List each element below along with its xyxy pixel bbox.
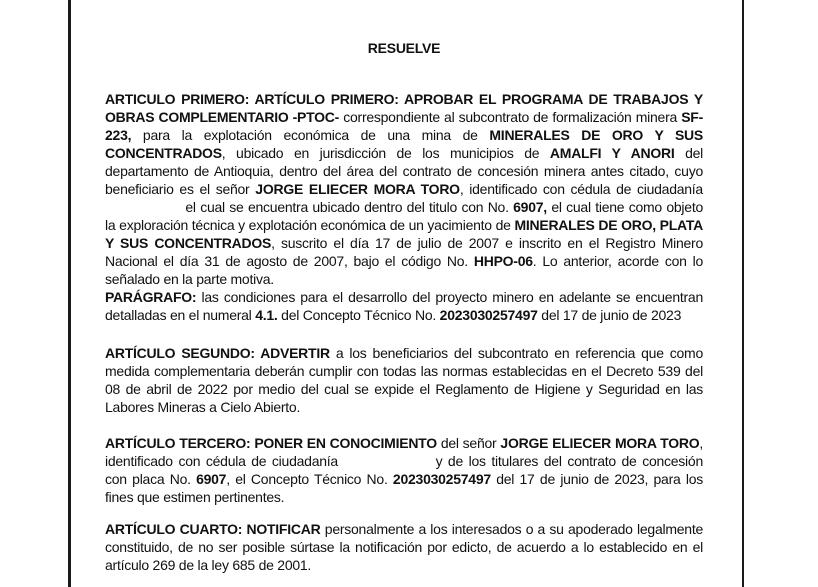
mineral-type: MINERALES DE ORO Y SUS CONCENTRADOS — [105, 127, 703, 161]
article-segundo-text: a los beneficiarios del subcontrato en referencia que como medida complementaria deberán cumplir con todas las normas establecidas en el Decreto 539 del 08 de abril de 2022 por medio del cual se expide el Reglamento de Higiene y Seguridad en las Labores Mineras a Cielo Abierto. — [105, 345, 703, 415]
article-tercero-text: , identificado con cédula de ciudadanía — [105, 435, 703, 469]
paragrafo-text: del Concepto Técnico No. — [277, 307, 440, 323]
article-primero-text: , suscrito el día 17 de julio de 2007 e inscrito en el Registro Minero Nacional el día 31 de agosto de 2007, bajo el código No. — [105, 235, 703, 269]
article-primero-text: para la explotación económica de una mina de — [131, 127, 490, 143]
deposit-minerals: MINERALES DE ORO, PLATA Y SUS CONCENTRADOS — [105, 217, 703, 251]
paragrafo — [105, 288, 703, 324]
article-primero-text: . Lo anterior, acorde con lo señalado en la parte motiva. — [105, 253, 703, 287]
page-right-border — [742, 0, 744, 587]
beneficiary-name: JORGE ELIECER MORA TORO — [255, 181, 460, 197]
paragrafo-text: las condiciones para el desarrollo del proyecto minero en adelante se encuentran detalladas en el numeral — [105, 289, 703, 323]
municipalities: AMALFI Y ANORI — [549, 145, 675, 161]
article-primero-text: , ubicado en jurisdicción de los municipios de — [221, 145, 550, 161]
article-primero-text: el cual tiene como objeto la exploración técnica y explotación económica de un yacimiento de — [105, 199, 704, 233]
article-tercero-text: y de los titulares del contrato de concesión con placa No. — [105, 453, 703, 487]
article-tercero-label: ARTÍCULO TERCERO: PONER EN CONOCIMIENTO — [105, 435, 437, 451]
concepto-number: 2023030257497 — [439, 307, 538, 323]
resolution-heading: RESUELVE — [367, 40, 441, 56]
article-primero-label: ARTICULO PRIMERO: ARTÍCULO PRIMERO: APROBAR EL PROGRAMA DE TRABAJOS Y OBRAS COMPLEMENTARIO -PTOC- — [105, 91, 703, 125]
article-tercero — [105, 434, 703, 506]
subcontract-code: SF-223, — [105, 109, 704, 143]
concepto-number: 2023030257497 — [392, 471, 491, 487]
placa-number: 6907 — [196, 471, 227, 487]
article-segundo-label: ARTÍCULO SEGUNDO: ADVERTIR — [105, 345, 330, 361]
paragrafo-text: del 17 de junio de 2023 — [537, 307, 682, 323]
registry-code: HHPO-06 — [473, 253, 533, 269]
article-primero-text: correspondiente al subcontrato de formalización minera — [339, 109, 682, 125]
article-tercero-text: , el Concepto Técnico No. — [226, 471, 393, 487]
article-primero-text: del departamento de Antioquia, dentro del área del contrato de concesión minera antes citado, cuyo beneficiario es el señor — [105, 145, 704, 197]
article-cuarto — [105, 520, 703, 574]
article-tercero-text: del 17 de junio de 2023, para los fines que estimen pertinentes. — [105, 471, 703, 505]
notified-person-name: JORGE ELIECER MORA TORO — [500, 435, 700, 451]
article-segundo — [105, 344, 703, 416]
article-tercero-text: del señor — [436, 435, 501, 451]
article-cuarto-label: ARTÍCULO CUARTO: NOTIFICAR — [105, 521, 321, 537]
page-left-border — [68, 0, 71, 587]
article-primero — [105, 90, 703, 288]
article-cuarto-text: personalmente a los interesados o a su apoderado legalmente constituido, de no ser posible súrtase la notificación por edicto, de acuerdo a lo establecido en el artículo 269 de la ley 685 de 2001. — [105, 521, 704, 573]
article-primero-text: , identificado con cédula de ciudadanía — [459, 181, 703, 197]
article-primero-text: el cual se encuentra ubicado dentro del titulo con No. — [181, 199, 514, 215]
numeral-ref: 4.1. — [255, 307, 278, 323]
paragrafo-label: PARÁGRAFO: — [105, 289, 197, 305]
title-number: 6907, — [513, 199, 547, 215]
